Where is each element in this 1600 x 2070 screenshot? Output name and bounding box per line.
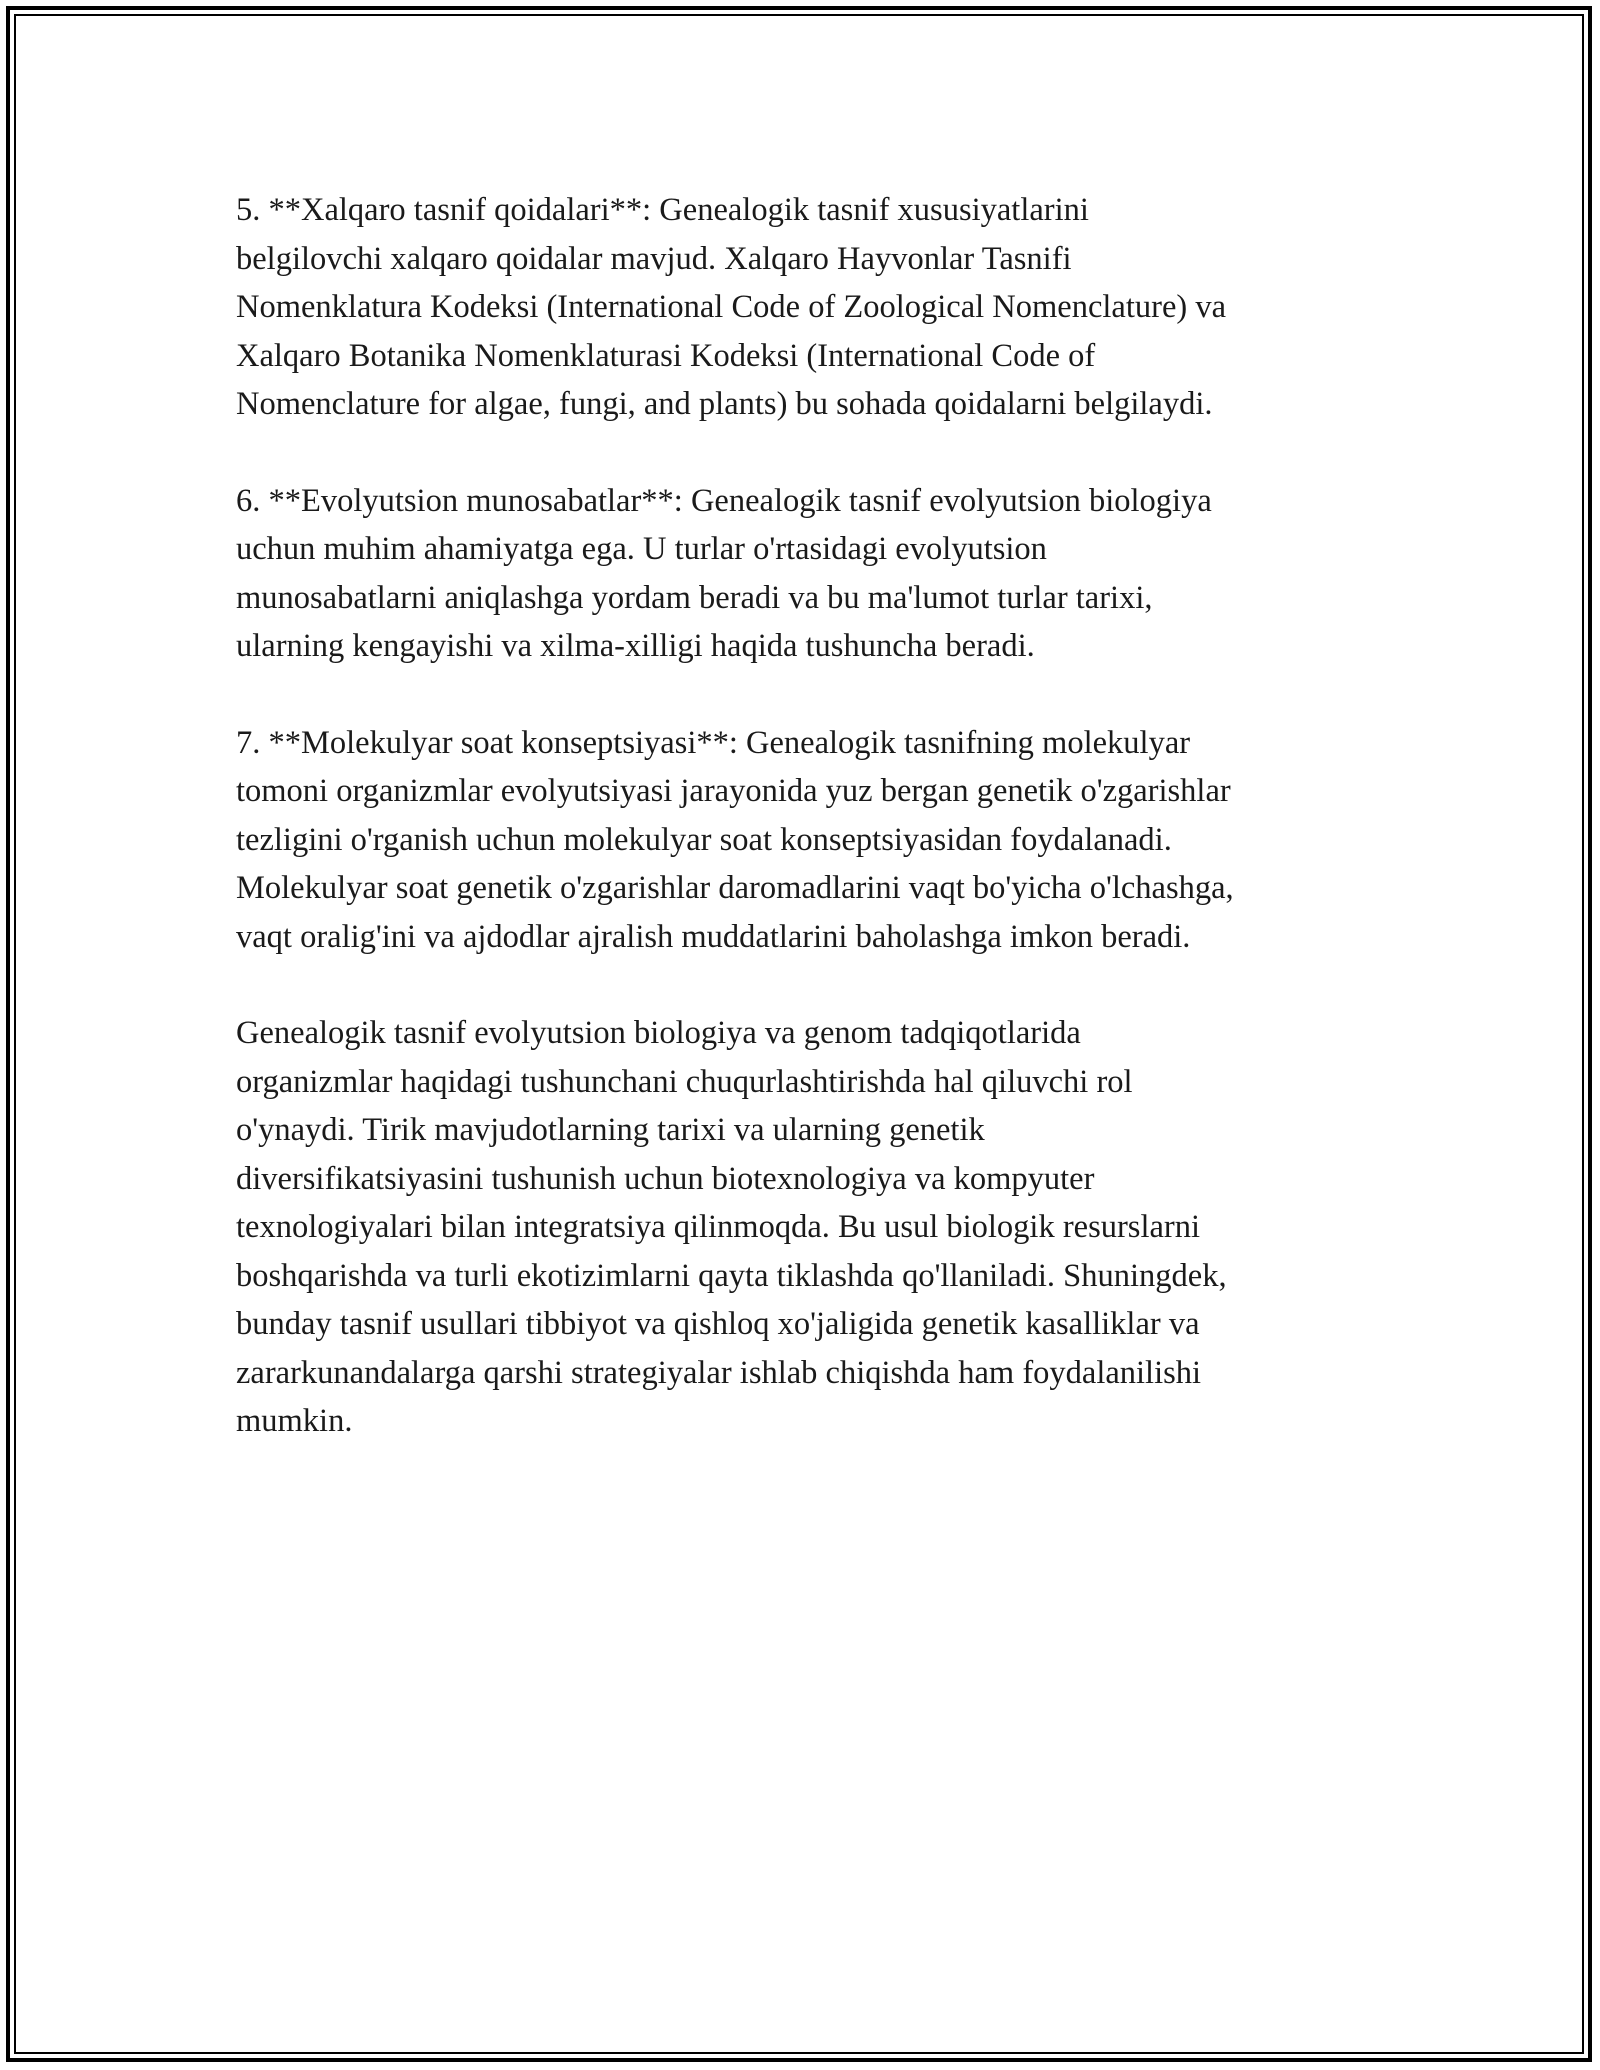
- paragraph-international-rules: 5. **Xalqaro tasnif qoidalari**: Genealogik tasnif xususiyatlarini belgilovchi xalqaro qoidalar mavjud. Xalqaro Hayvonlar Tasnifi Nomenklatura Kodeksi (International Code of Zoological Nomenclature) va Xalqaro Botanika Nomenklaturasi Kodeksi (International Code of Nomenclature for algae, fungi, and plants) bu sohada qoidalarni belgilaydi.: [236, 192, 1227, 422]
- document-body: [236, 186, 1366, 1494]
- paragraph-evolutionary-relations: 6. **Evolyutsion munosabatlar**: Genealogik tasnif evolyutsion biologiya uchun muhim ahamiyatga ega. U turlar o'rtasidagi evolyutsion munosabatlarni aniqlashga yordam beradi va bu ma'lumot turlar tarixi, ularning kengayishi va xilma-xilligi haqida tushuncha beradi.: [236, 482, 1212, 664]
- paragraph-conclusion: Genealogik tasnif evolyutsion biologiya va genom tadqiqotlarida organizmlar haqidagi tushunchani chuqurlashtirishda hal qiluvchi rol o'ynaydi. Tirik mavjudotlarning tarixi va ularning genetik diversifikatsiyasini tushunish uchun biotexnologiya va kompyuter texnologiyalari bilan integratsiya qilinmoqda. Bu usul biologik resurslarni boshqarishda va turli ekotizimlarni qayta tiklashda qo'llaniladi. Shuningdek, bunday tasnif usullari tibbiyot va qishloq xo'jaligida genetik kasalliklar va zararkunandalarga qarshi strategiyalar ishlab chiqishda ham foydalanilishi mumkin.: [236, 1015, 1227, 1439]
- paragraph-molecular-clock: 7. **Molekulyar soat konseptsiyasi**: Genealogik tasnifning molekulyar tomoni organizmlar evolyutsiyasi jarayonida yuz bergan genetik o'zgarishlar tezligini o'rganish uchun molekulyar soat konseptsiyasidan foydalanadi. Molekulyar soat genetik o'zgarishlar daromadlarini vaqt bo'yicha o'lchashga, vaqt oralig'ini va ajdodlar ajralish muddatlarini baholashga imkon beradi.: [236, 724, 1234, 955]
